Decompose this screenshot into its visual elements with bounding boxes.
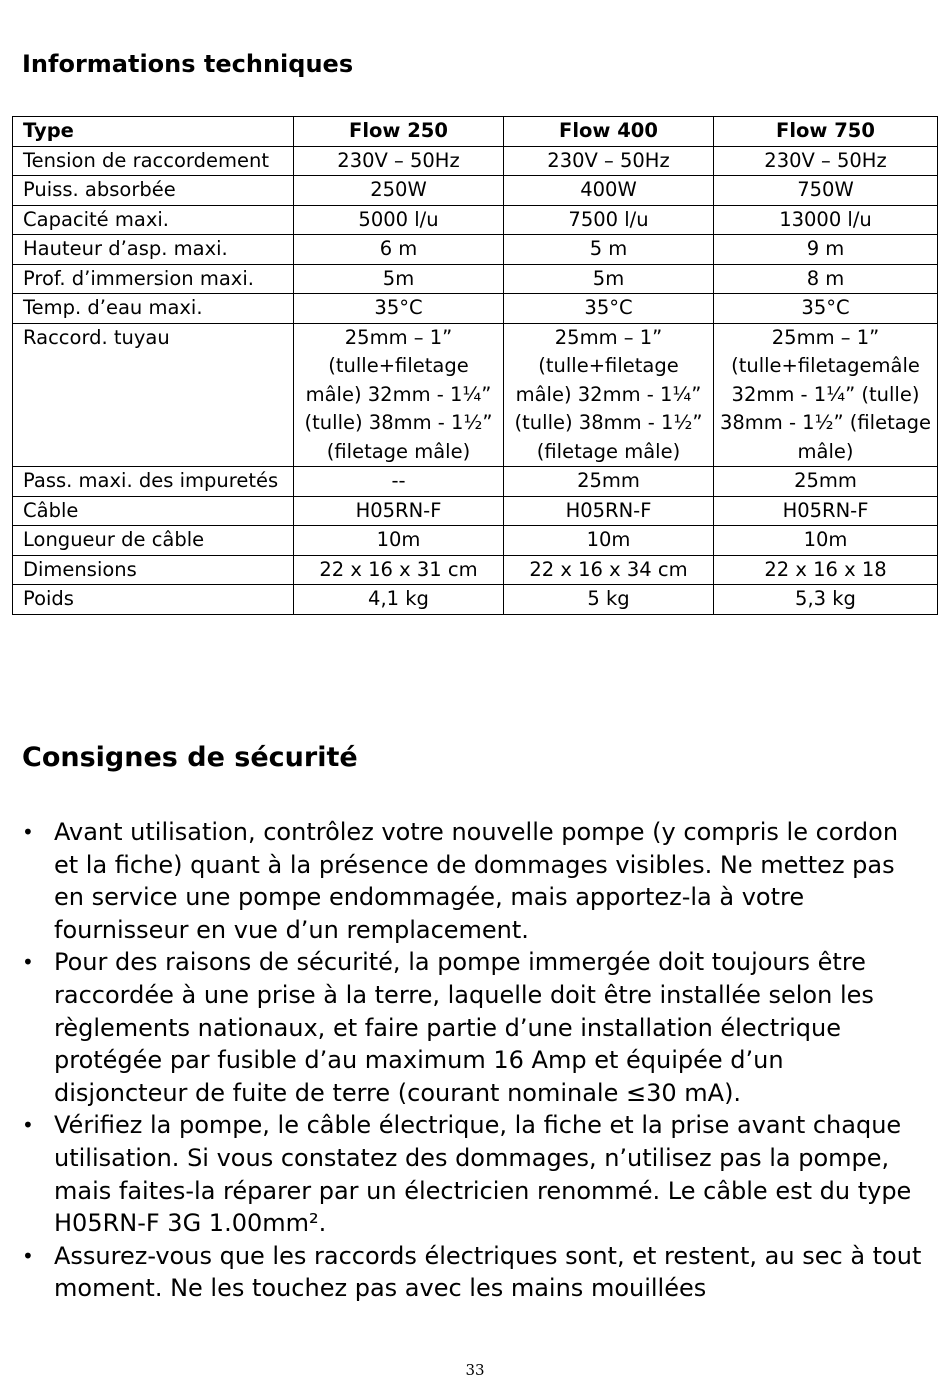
bullet-icon: • (22, 1113, 34, 1138)
header-type: Type (13, 117, 294, 147)
table-cell: 25mm (714, 467, 938, 497)
list-item (22, 816, 922, 946)
list-item-text: Avant utilisation, contrôlez votre nouvelle pompe (y compris le cordon et la fiche) quant à la présence de dommages visibles. Ne mettez pas en service une pompe endommagée, mais apportez-la à votre fournisseur en vue d’un remplacement. (54, 818, 899, 944)
table-cell: 5000 l/u (294, 205, 504, 235)
row-label: Poids (13, 585, 294, 615)
table-cell: 230V – 50Hz (294, 146, 504, 176)
row-label: Capacité maxi. (13, 205, 294, 235)
table-row (13, 496, 938, 526)
table-cell: 35°C (504, 294, 714, 324)
table-row (13, 555, 938, 585)
list-item-text: Vérifiez la pompe, le câble électrique, la fiche et la prise avant chaque utilisation. Si vous constatez des dommages, n’utilisez pas la pompe, mais faites-la réparer par un électricien renommé. Le câble est du type H05RN-F 3G 1.00mm². (54, 1111, 912, 1238)
header-flow-750: Flow 750 (714, 117, 938, 147)
list-item (22, 1240, 922, 1305)
table-row (13, 294, 938, 324)
table-row (13, 176, 938, 206)
row-label: Prof. d’immersion maxi. (13, 264, 294, 294)
table-cell: 750W (714, 176, 938, 206)
list-item (22, 1109, 922, 1239)
list-item (22, 946, 922, 1109)
table-cell: 6 m (294, 235, 504, 265)
table-cell: 35°C (714, 294, 938, 324)
table-cell: 7500 l/u (504, 205, 714, 235)
row-label: Raccord. tuyau (13, 323, 294, 467)
row-label: Câble (13, 496, 294, 526)
table-cell: 25mm – 1” (tulle+filetagemâle 32mm - 1¼” (tulle) 38mm - 1½” (filetage mâle) (714, 323, 938, 467)
table-cell: 10m (714, 526, 938, 556)
bullet-icon: • (22, 950, 34, 975)
table-cell: 230V – 50Hz (714, 146, 938, 176)
table-cell: 400W (504, 176, 714, 206)
table-cell: 5 m (504, 235, 714, 265)
table-cell: 35°C (294, 294, 504, 324)
list-item-text: Pour des raisons de sécurité, la pompe immergée doit toujours être raccordée à une prise à la terre, laquelle doit être installée selon les règlements nationaux, et faire partie d’une installation électrique protégée par fusible d’au maximum 16 Amp et équipée d’un disjoncteur de fuite de terre (courant nominale ≤30 mA). (54, 948, 874, 1107)
section-title-safety: Consignes de sécurité (22, 742, 358, 773)
section-title-technical-info: Informations techniques (22, 50, 354, 78)
bullet-icon: • (22, 820, 34, 844)
table-row (13, 526, 938, 556)
safety-instructions-list (22, 816, 922, 1305)
row-label: Puiss. absorbée (13, 176, 294, 206)
row-label: Pass. maxi. des impuretés (13, 467, 294, 497)
table-cell: 5m (294, 264, 504, 294)
table-row (13, 585, 938, 615)
list-item-text: Assurez-vous que les raccords électriques sont, et restent, au sec à tout moment. Ne les touchez pas avec les mains mouillées (54, 1241, 922, 1303)
row-label: Dimensions (13, 555, 294, 585)
table-header-row (13, 117, 938, 147)
table-row (13, 467, 938, 497)
table-cell: -- (294, 467, 504, 497)
table-cell: 5 kg (504, 585, 714, 615)
table-cell: 25mm – 1” (tulle+filetage mâle) 32mm - 1¼” (tulle) 38mm - 1½” (filetage mâle) (294, 323, 504, 467)
table-row (13, 235, 938, 265)
row-label: Longueur de câble (13, 526, 294, 556)
table-cell: 8 m (714, 264, 938, 294)
table-row (13, 205, 938, 235)
table-cell: H05RN-F (294, 496, 504, 526)
header-flow-250: Flow 250 (294, 117, 504, 147)
table-cell: 4,1 kg (294, 585, 504, 615)
page-number: 33 (465, 1361, 485, 1379)
table-cell: 230V – 50Hz (504, 146, 714, 176)
table-cell: 13000 l/u (714, 205, 938, 235)
table-cell: H05RN-F (504, 496, 714, 526)
table-cell: 9 m (714, 235, 938, 265)
table-row (13, 146, 938, 176)
table-row (13, 264, 938, 294)
table-row (13, 323, 938, 467)
row-label: Temp. d’eau maxi. (13, 294, 294, 324)
technical-specs-table (12, 116, 938, 615)
header-flow-400: Flow 400 (504, 117, 714, 147)
table-cell: 25mm (504, 467, 714, 497)
table-cell: 22 x 16 x 31 cm (294, 555, 504, 585)
row-label: Tension de raccordement (13, 146, 294, 176)
table-cell: 5,3 kg (714, 585, 938, 615)
table-cell: 10m (294, 526, 504, 556)
table-cell: 250W (294, 176, 504, 206)
table-cell: 22 x 16 x 34 cm (504, 555, 714, 585)
table-cell: 5m (504, 264, 714, 294)
row-label: Hauteur d’asp. maxi. (13, 235, 294, 265)
bullet-icon: • (22, 1243, 34, 1268)
table-cell: H05RN-F (714, 496, 938, 526)
table-cell: 25mm – 1” (tulle+filetage mâle) 32mm - 1¼” (tulle) 38mm - 1½” (filetage mâle) (504, 323, 714, 467)
table-cell: 22 x 16 x 18 (714, 555, 938, 585)
table-cell: 10m (504, 526, 714, 556)
